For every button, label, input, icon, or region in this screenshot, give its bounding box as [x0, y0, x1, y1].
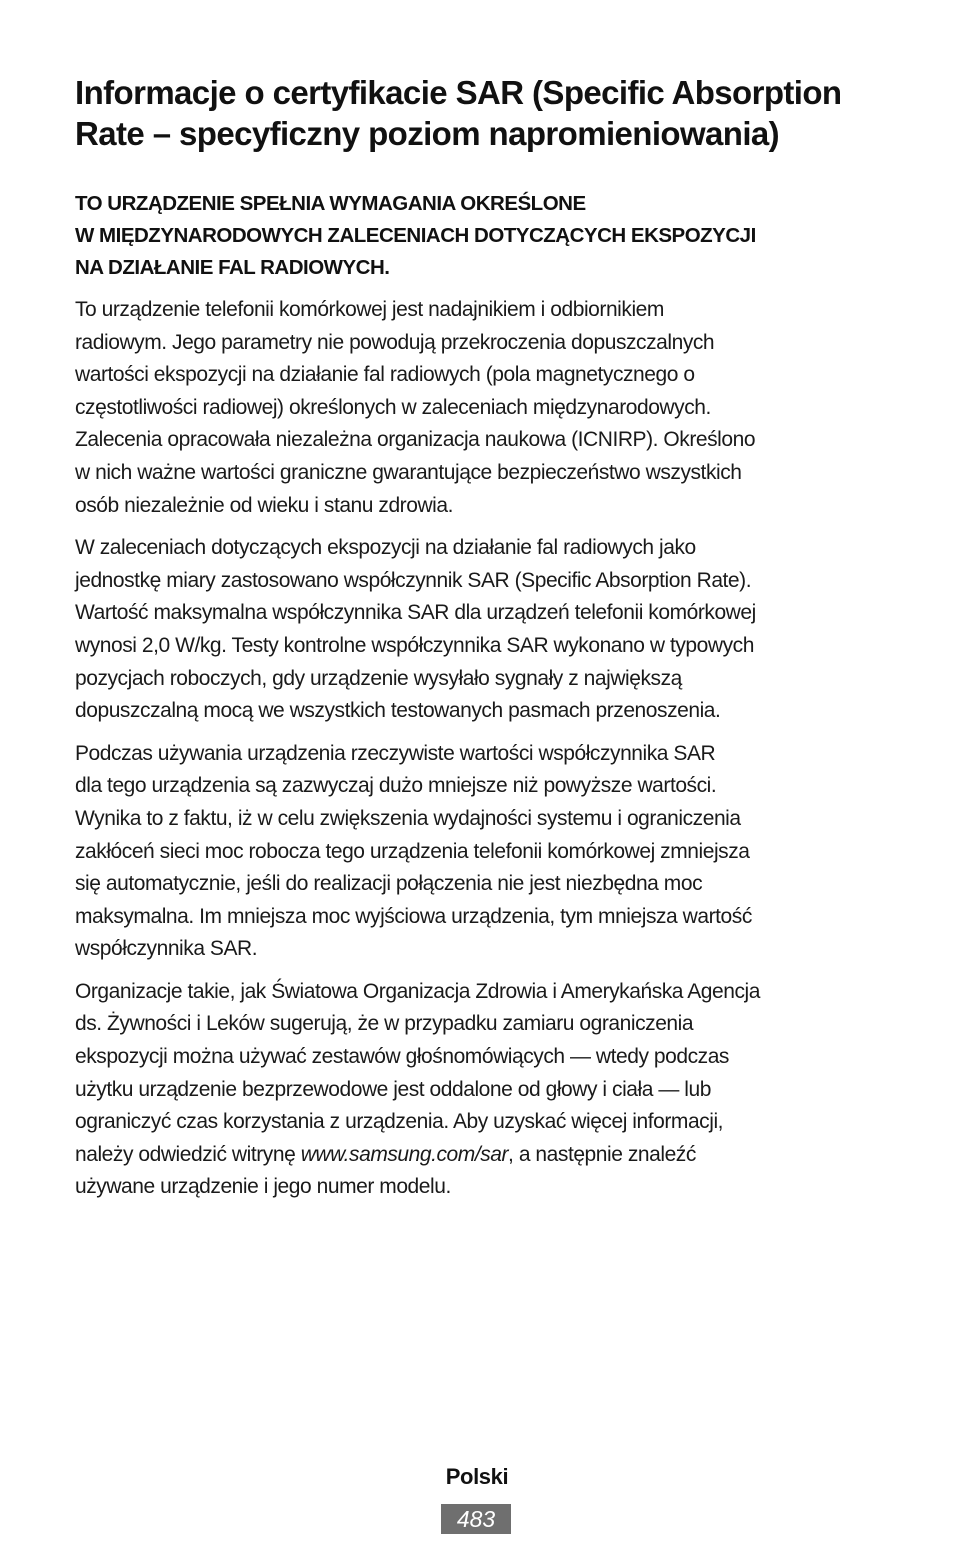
text-line: używane urządzenie i jego numer modelu.	[75, 1175, 451, 1199]
text-line: jednostkę miary zastosowano współczynnik SAR (Specific Absorption Rate).	[75, 568, 752, 592]
title-line: Informacje o certyfikacie SAR (Specific Absorption	[75, 74, 842, 111]
title-line: Rate – specyficzny poziom napromieniowania)	[75, 115, 780, 152]
compliance-statement	[75, 188, 875, 284]
paragraph-4	[75, 976, 875, 1204]
text-line: częstotliwości radiowej) określonych w zaleceniach międzynarodowych.	[75, 395, 711, 419]
text-line: osób niezależnie od wieku i stanu zdrowia.	[75, 493, 453, 517]
text-line: ograniczyć czas korzystania z urządzenia. Aby uzyskać więcej informacji,	[75, 1110, 724, 1134]
text-line: Wartość maksymalna współczynnika SAR dla urządzeń telefonii komórkowej	[75, 601, 756, 625]
text-line: wynosi 2,0 W/kg. Testy kontrolne współczynnika SAR wykonano w typowych	[75, 633, 754, 657]
text-line: maksymalna. Im mniejsza moc wyjściowa urządzenia, tym mniejsza wartość	[75, 904, 752, 928]
text-line: radiowym. Jego parametry nie powodują przekroczenia dopuszczalnych	[75, 330, 715, 354]
paragraph-3	[75, 738, 875, 966]
footer-language: Polski	[445, 1464, 509, 1489]
paragraph-2	[75, 532, 875, 728]
paragraph-1	[75, 294, 875, 522]
text-line: Zalecenia opracowała niezależna organizacja naukowa (ICNIRP). Określono	[75, 428, 756, 452]
text-line: wartości ekspozycji na działanie fal radiowych (pola magnetycznego o	[75, 363, 695, 387]
compliance-line: TO URZĄDZENIE SPEŁNIA WYMAGANIA OKREŚLONE	[75, 192, 586, 215]
page-title	[75, 72, 875, 154]
text-line: Wynika to z faktu, iż w celu zwiększenia wydajności systemu i ograniczenia	[75, 806, 741, 830]
text-line: ds. Żywności i Leków sugerują, że w przypadku zamiaru ograniczenia	[75, 1012, 694, 1036]
text-line: użytku urządzenie bezprzewodowe jest oddalone od głowy i ciała — lub	[75, 1077, 711, 1101]
compliance-line: W MIĘDZYNARODOWYCH ZALECENIACH DOTYCZĄCYCH EKSPOZYCJI	[75, 224, 756, 247]
link-prefix: należy odwiedzić witrynę	[75, 1142, 301, 1166]
text-line: się automatycznie, jeśli do realizacji połączenia nie jest niezbędna moc	[75, 872, 703, 896]
document-body	[75, 72, 875, 1204]
text-line: pozycjach roboczych, gdy urządzenie wysyłało sygnały z największą	[75, 666, 682, 690]
samsung-sar-link[interactable]: www.samsung.com/sar	[300, 1142, 509, 1166]
text-line-with-link	[75, 1139, 875, 1172]
text-line: Organizacje takie, jak Światowa Organizacja Zdrowia i Amerykańska Agencja	[75, 979, 760, 1003]
text-line: w nich ważne wartości graniczne gwarantujące bezpieczeństwo wszystkich	[75, 460, 742, 484]
text-line: współczynnika SAR.	[75, 937, 258, 961]
text-line: zakłóceń sieci moc robocza tego urządzenia telefonii komórkowej zmniejsza	[75, 839, 750, 863]
text-line: W zaleceniach dotyczących ekspozycji na działanie fal radiowych jako	[75, 536, 696, 560]
text-line: Podczas używania urządzenia rzeczywiste wartości współczynnika SAR	[75, 741, 716, 765]
text-line: ekspozycji można używać zestawów głośnomówiących — wtedy podczas	[75, 1045, 729, 1069]
page-number-badge: 483	[441, 1504, 511, 1534]
text-line: dopuszczalną mocą we wszystkich testowanych pasmach przenoszenia.	[75, 699, 721, 723]
text-line: dla tego urządzenia są zazwyczaj dużo mniejsze niż powyższe wartości.	[75, 774, 717, 798]
text-line: To urządzenie telefonii komórkowej jest nadajnikiem i odbiornikiem	[75, 298, 664, 321]
compliance-line: NA DZIAŁANIE FAL RADIOWYCH.	[75, 256, 390, 279]
link-suffix: , a następnie znaleźć	[508, 1142, 696, 1166]
